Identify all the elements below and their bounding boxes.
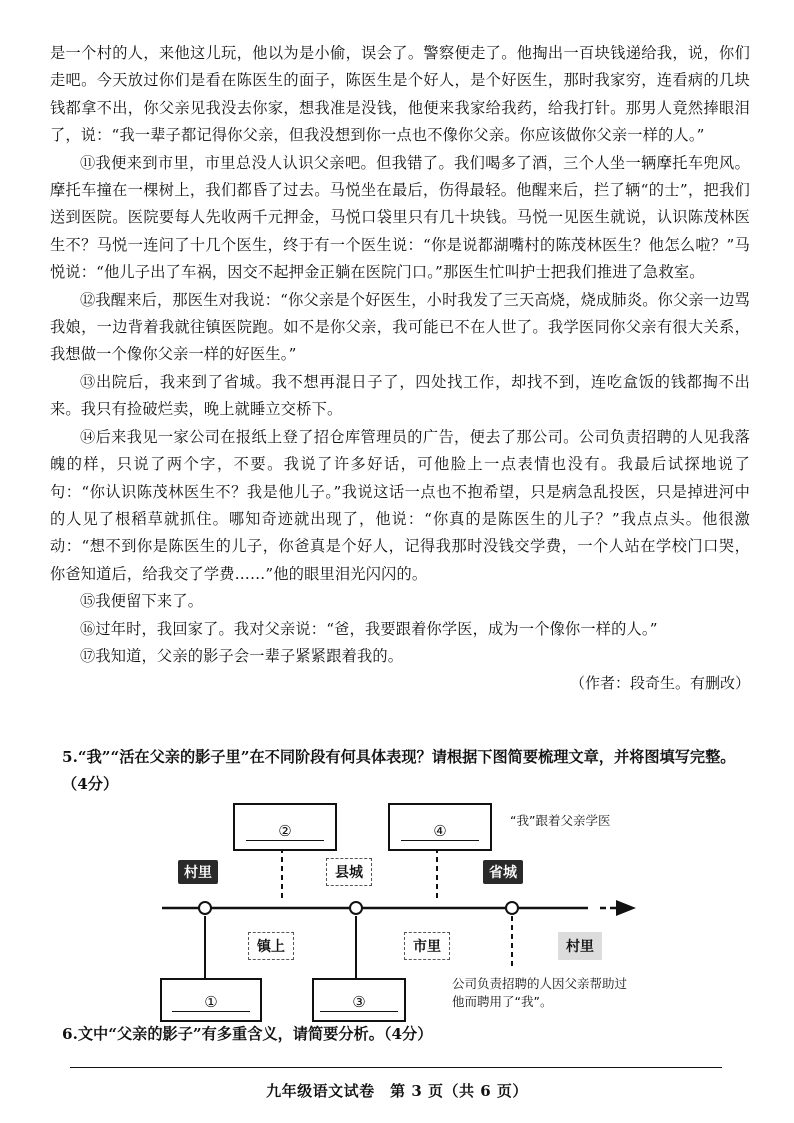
answer-box-2[interactable]: ②	[233, 803, 337, 851]
author-credit: （作者：段奇生。有删改）	[569, 674, 750, 693]
stage-label-county: 县城	[326, 858, 372, 886]
timeline-marker	[506, 902, 518, 914]
question-5: 5.“我”“活在父亲的影子里”在不同阶段有何具体表现？请根据下图简要梳理文章，并将图填写完整。（4分）	[62, 748, 736, 793]
stage-label-village: 村里	[178, 860, 218, 884]
stage-label-town: 镇上	[248, 932, 294, 960]
paragraph-11: ⑪我便来到市里，市里总没人认识父亲吧。但我错了。我们喝多了酒，三个人坐一辆摩托车兜风。摩托车撞在一棵树上，我们都昏了过去。马悦坐在最后，伤得最轻。他醒来后，拦了辆“的士”，把我们送到医院。医院要每人先收两千元押金，马悦口袋里只有几十块钱。马悦一见医生就说，认识陈茂林医生不？马悦一连问了十几个医生，终于有一个医生说：“你是说都湖嘴村的陈茂林医生？他怎么啦？”马悦说：“他儿子出了车祸，因交不起押金正躺在医院门口。”那医生忙叫护士把我们推进了急救室。	[50, 153, 750, 282]
paragraph-14: ⑭后来我见一家公司在报纸上登了招仓库管理员的广告，便去了那公司。公司负责招聘的人见我落魄的样，只说了两个字，不要。我说了许多好话，可他脸上一点表情也没有。我最后试探地说了句：“你认识陈茂林医生不？我是他儿子。”我说这话一点也不抱希望，只是病急乱投医，只是掉进河中的人见了根稻草就抓住。哪知奇迹就出现了，他说：“你真的是陈医生的儿子？”我点点头。他很激动：“想不到你是陈医生的儿子，你爸真是个好人，记得我那时没钱交学费，一个人站在学校门口哭，你爸知道后，给我交了学费……”他的眼里泪光闪闪的。	[50, 427, 750, 583]
paragraph-16: ⑯过年时，我回家了。我对父亲说：“爸，我要跟着你学医，成为一个像你一样的人。”	[80, 619, 658, 638]
page-footer: 九年级语文试卷 第 3 页（共 6 页）	[266, 1082, 528, 1100]
question-6: 6.文中“父亲的影子”有多重含义，请简要分析。（4分）	[62, 1025, 433, 1043]
timeline-arrowhead	[616, 900, 636, 916]
paragraph-12: ⑫我醒来后，那医生对我说：“你父亲是个好医生，小时我发了三天高烧，烧成肺炎。你父亲一边骂我娘，一边背着我就往镇医院跑。如不是你父亲，我可能已不在人世了。我学医同你父亲有很大关系，我想做一个像你父亲一样的好医生。”	[50, 290, 750, 364]
paragraph-17: ⑰我知道，父亲的影子会一辈子紧紧跟着我的。	[80, 646, 404, 665]
paragraph-continued: 是一个村的人，来他这儿玩，他以为是小偷，误会了。警察便走了。他掏出一百块钱递给我，说，你们走吧。今天放过你们是看在陈医生的面子，陈医生是个好人，是个好医生，那时我家穷，连看病的几块钱都拿不出，你父亲见我没去你家，想我准是没钱，他便来我家给我药，给我打针。那男人竟然捧眼泪了，说：“我一辈子都记得你父亲，但我没想到你一点也不像你父亲。你应该做你父亲一样的人。”	[50, 44, 750, 145]
stage-label-city: 市里	[404, 932, 450, 960]
answer-box-4[interactable]: ④	[388, 803, 492, 851]
timeline-marker	[199, 902, 211, 914]
paragraph-15: ⑮我便留下来了。	[80, 592, 204, 611]
footer-divider	[70, 1067, 722, 1068]
note-learn-medicine: “我”跟着父亲学医	[510, 813, 611, 828]
answer-box-1[interactable]: ①	[160, 978, 262, 1022]
paragraph-13: ⑬出院后，我来到了省城。我不想再混日子了，四处找工作，却找不到，连吃盒饭的钱都掏不出来。我只有捡破烂卖，晚上就睡立交桥下。	[50, 372, 750, 419]
timeline-marker	[350, 902, 362, 914]
stage-label-province: 省城	[483, 860, 523, 884]
note-company-hire: 公司负责招聘的人因父亲帮助过他而聘用了“我”。	[452, 976, 628, 1009]
stage-label-village-end: 村里	[558, 932, 602, 960]
answer-box-3[interactable]: ③	[312, 978, 406, 1022]
